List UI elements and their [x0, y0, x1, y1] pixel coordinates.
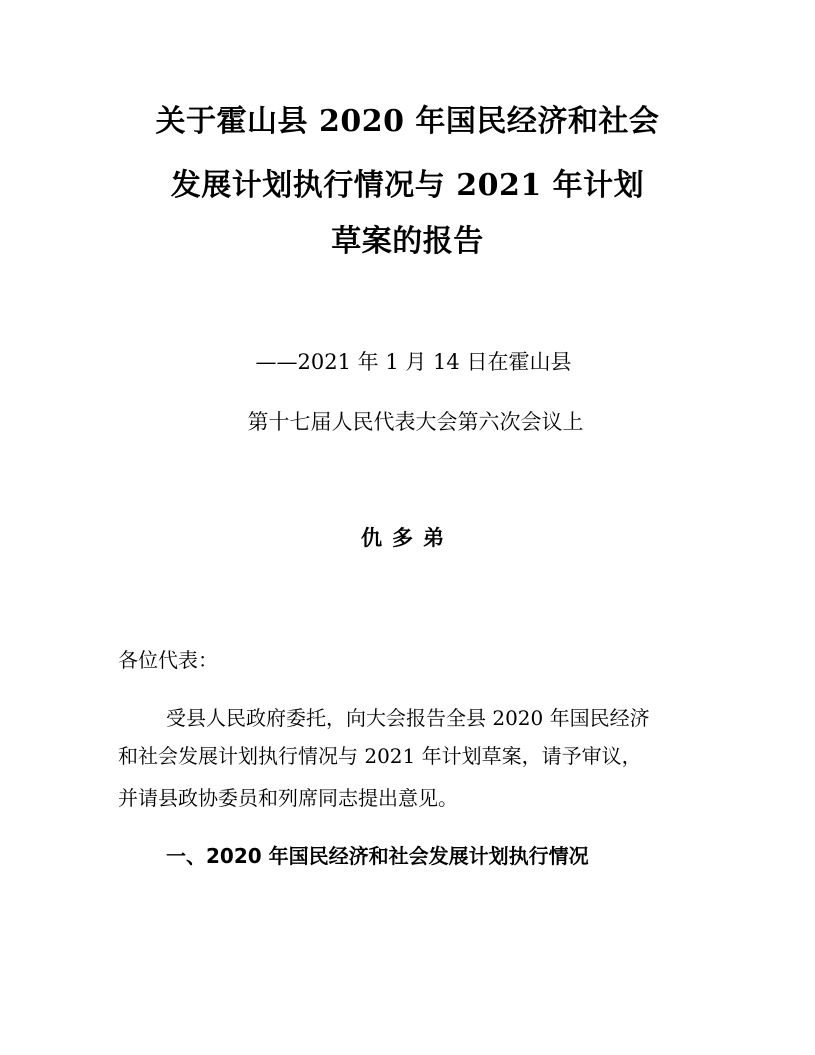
subtitle-date-line: ——2021 年 1 月 14 日在霍山县	[255, 350, 572, 374]
subtitle-meeting-line: 第十七届人民代表大会第六次会议上	[247, 410, 584, 434]
body-paragraph-line-2: 和社会发展计划执行情况与 2021 年计划草案，请予审议，	[118, 744, 642, 768]
body-paragraph-line-1: 受县人民政府委托，向大会报告全县 2020 年国民经济	[166, 706, 650, 730]
section-heading: 一、2020 年国民经济和社会发展计划执行情况	[166, 844, 589, 868]
greeting: 各位代表：	[118, 648, 218, 672]
report-title-line-1: 关于霍山县 2020 年国民经济和社会	[155, 104, 660, 139]
body-paragraph-line-3: 并请县政协委员和列席同志提出意见。	[118, 786, 458, 810]
report-title-line-2: 发展计划执行情况与 2021 年计划	[170, 168, 645, 203]
author-name: 仇多弟	[361, 525, 454, 550]
report-title-line-3: 草案的报告	[331, 224, 484, 259]
